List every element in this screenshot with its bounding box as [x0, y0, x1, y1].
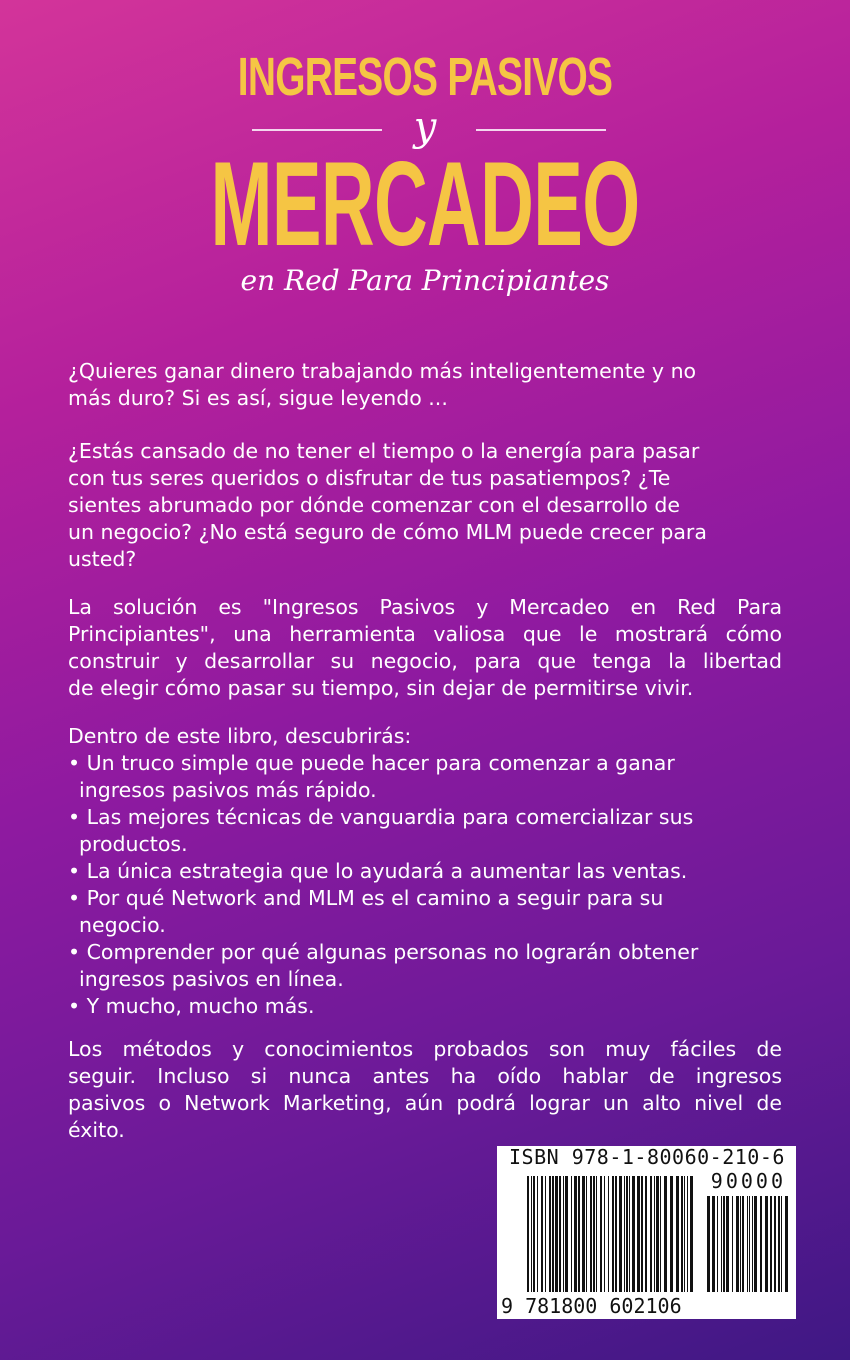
ean-number: 9 781800 602106: [501, 1294, 682, 1318]
barcode-bar: [740, 1196, 741, 1292]
barcode-bar: [654, 1176, 655, 1292]
text-line: ¿Estás cansado de no tener el tiempo o la energía para pasar: [68, 439, 700, 463]
text-line: ingresos pasivos en línea.: [79, 967, 344, 991]
barcode-bar: [690, 1176, 693, 1292]
title-line-2: MERCADEO: [210, 137, 640, 271]
barcode-bar: [574, 1176, 577, 1292]
barcode-bar: [555, 1176, 558, 1292]
text-line: construir y desarrollar su negocio, para que tenga la libertad: [68, 649, 782, 673]
barcode-bar: [527, 1176, 529, 1292]
barcode-bar: [774, 1196, 776, 1292]
text-line: • Por qué Network and MLM es el camino a seguir para su: [68, 886, 664, 910]
text-line: pasivos o Network Marketing, aún podrá lograr un alto nivel de: [68, 1091, 782, 1115]
text-line: de elegir cómo pasar su tiempo, sin dejar de permitirse vivir.: [68, 676, 694, 700]
barcode-bar: [590, 1176, 592, 1292]
barcode-bar: [760, 1196, 762, 1292]
barcode-bar: [641, 1176, 643, 1292]
title-conjunction: y: [413, 104, 437, 150]
barcode-bar: [752, 1196, 753, 1292]
barcode-bar: [723, 1196, 725, 1292]
barcode-bar: [754, 1196, 757, 1292]
barcode-bar: [770, 1196, 772, 1292]
text-line: usted?: [68, 547, 137, 571]
barcode-bar: [533, 1176, 535, 1292]
text-line: seguir. Incluso si nunca antes ha oído hablar de ingresos: [68, 1064, 782, 1088]
isbn-barcode: [497, 1146, 796, 1319]
barcode-bar: [615, 1176, 617, 1292]
barcode-bar: [578, 1176, 580, 1292]
title-line-1: INGRESOS PASIVOS: [237, 47, 613, 107]
barcode-bar: [531, 1176, 532, 1292]
barcode-bar: [619, 1176, 622, 1292]
text-line: productos.: [79, 832, 188, 856]
barcode-bar: [765, 1196, 768, 1292]
barcode-bar: [785, 1196, 788, 1292]
text-line: éxito.: [68, 1118, 125, 1142]
barcode-bar: [624, 1176, 625, 1292]
barcode-bar: [565, 1176, 568, 1292]
barcode-bar: [736, 1196, 739, 1292]
barcode-bar: [632, 1176, 635, 1292]
text-line: La solución es "Ingresos Pasivos y Mercadeo en Red Para: [68, 595, 782, 619]
barcode-bar: [778, 1196, 780, 1292]
text-line: un negocio? ¿No está seguro de cómo MLM puede crecer para: [68, 520, 707, 544]
text-line: • Las mejores técnicas de vanguardia para comercializar sus: [68, 805, 694, 829]
barcode-bar: [781, 1196, 782, 1292]
barcode-bar: [645, 1176, 647, 1292]
barcode-bar: [650, 1176, 652, 1292]
isbn-label: ISBN 978-1-80060-210-6: [509, 1145, 785, 1169]
text-line: Principiantes", una herramienta valiosa que le mostrará cómo: [68, 622, 782, 646]
barcode-bar: [660, 1176, 661, 1292]
barcode-bar: [600, 1176, 602, 1292]
barcode-bar: [541, 1176, 543, 1292]
text-line: ingresos pasivos más rápido.: [79, 778, 377, 802]
barcode-bar: [676, 1176, 679, 1292]
barcode-bar: [537, 1176, 538, 1292]
paragraph: [68, 594, 782, 702]
barcode-bar: [681, 1176, 683, 1292]
barcode-bar: [559, 1176, 561, 1292]
text-line: • La única estrategia que lo ayudará a aumentar las ventas.: [68, 859, 688, 883]
barcode-bar: [612, 1176, 614, 1292]
divider-right: [476, 129, 606, 131]
barcode-bar: [687, 1176, 688, 1292]
barcode-bar: [545, 1176, 546, 1292]
barcode-bar: [593, 1176, 595, 1292]
barcode-bar: [608, 1176, 609, 1292]
barcode-bar: [582, 1176, 585, 1292]
text-line: Dentro de este libro, descubrirás:: [68, 724, 412, 748]
text-line: • Comprender por qué algunas personas no lograrán obtener: [68, 940, 699, 964]
barcode-bar: [707, 1196, 710, 1292]
barcode-bar: [596, 1176, 597, 1292]
text-line: ¿Quieres ganar dinero trabajando más inteligentemente y no: [68, 359, 697, 383]
barcode-bar: [670, 1176, 673, 1292]
barcode-bar: [626, 1176, 628, 1292]
barcode-bar: [684, 1176, 685, 1292]
price-code: 90000: [710, 1169, 786, 1193]
barcode-bar: [726, 1196, 729, 1292]
barcode-bar: [664, 1176, 667, 1292]
paragraph: [68, 723, 782, 1020]
barcode-bar: [712, 1196, 715, 1292]
barcode-bar: [629, 1176, 630, 1292]
paragraph: [68, 438, 782, 573]
barcode-bar: [717, 1196, 718, 1292]
barcode-bar: [604, 1176, 605, 1292]
paragraph: [68, 1036, 782, 1144]
text-line: negocio.: [79, 913, 166, 937]
barcode-bar: [732, 1196, 733, 1292]
barcode-bar: [552, 1176, 554, 1292]
barcode-bar: [749, 1196, 750, 1292]
text-line: con tus seres queridos o disfrutar de tus pasatiempos? ¿Te: [68, 466, 671, 490]
barcode-bar: [656, 1176, 659, 1292]
subtitle: en Red Para Principiantes: [240, 264, 610, 297]
text-line: Los métodos y conocimientos probados son muy fáciles de: [68, 1037, 782, 1061]
barcode-bar: [637, 1176, 640, 1292]
barcode-bar: [586, 1176, 587, 1292]
barcode-bar: [721, 1196, 722, 1292]
barcode-bar: [742, 1196, 744, 1292]
text-line: más duro? Si es así, sigue leyendo ...: [68, 386, 448, 410]
barcode-bar: [549, 1176, 551, 1292]
barcode-bar: [571, 1176, 572, 1292]
text-line: sientes abrumado por dónde comenzar con el desarrollo de: [68, 493, 680, 517]
barcode-bar: [747, 1196, 748, 1292]
text-line: • Y mucho, mucho más.: [68, 994, 315, 1018]
text-line: • Un truco simple que puede hacer para comenzar a ganar: [68, 751, 675, 775]
paragraph: [68, 358, 782, 412]
barcode-bar: [563, 1176, 564, 1292]
